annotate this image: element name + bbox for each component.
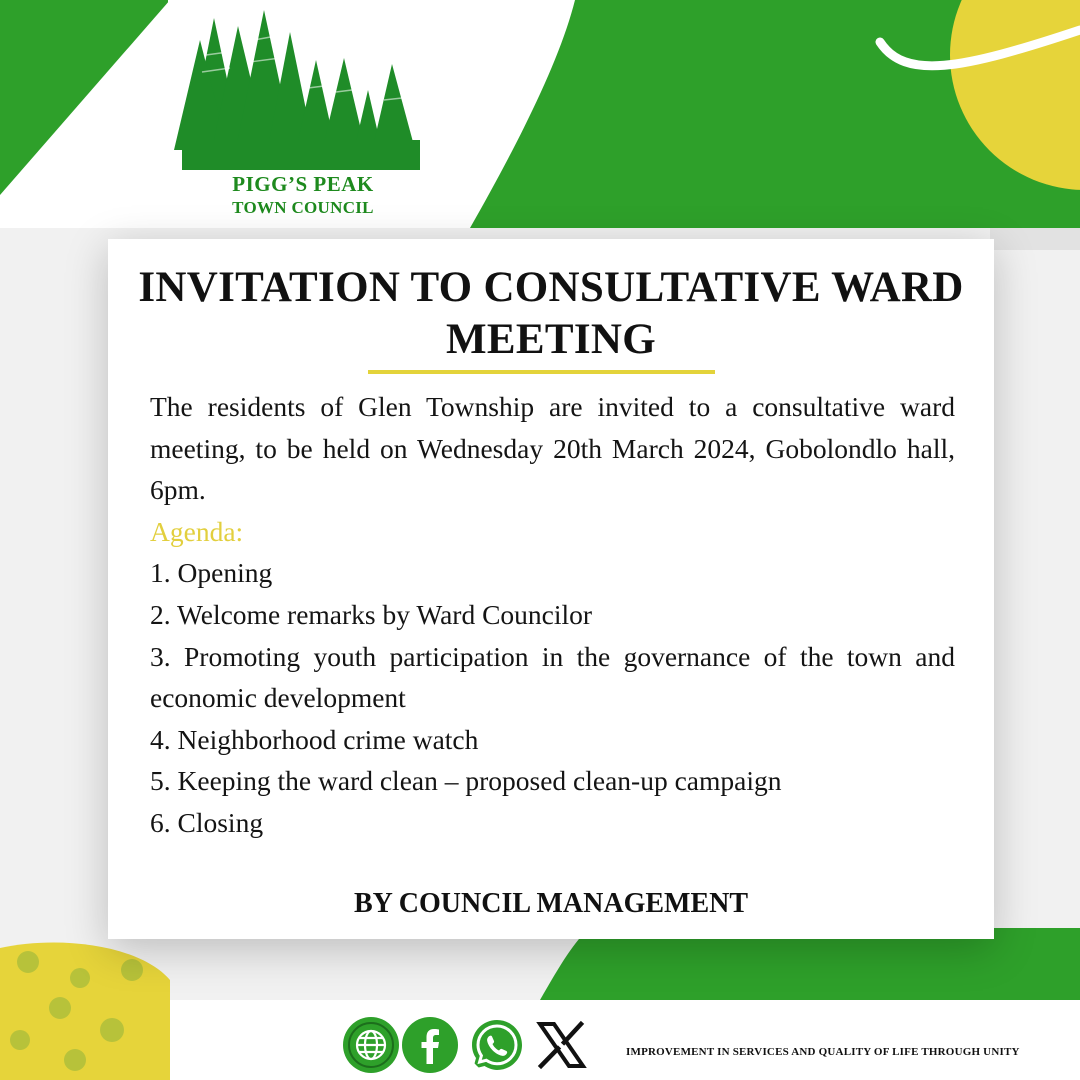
- agenda-item: 6. Closing: [150, 806, 264, 838]
- logo-title: PIGG’S PEAK: [232, 172, 374, 196]
- footer-slogan: IMPROVEMENT IN SERVICES AND QUALITY OF LIFE THROUGH UNITY: [626, 1046, 1020, 1058]
- agenda-item: 2. Welcome remarks by Ward Councilor: [150, 598, 593, 630]
- intro-paragraph: The residents of Glen Township are invited to a consultative ward meeting, to be held on Wednesday 20th March 2024, Gobolondlo hall, 6pm.: [150, 391, 955, 506]
- globe-icon[interactable]: [342, 1016, 400, 1074]
- agenda-label: Agenda:: [150, 515, 244, 547]
- pine-forest-icon: [168, 0, 438, 172]
- title-underline: [368, 370, 715, 374]
- x-icon[interactable]: [532, 1016, 590, 1074]
- signoff: BY COUNCIL MANAGEMENT: [353, 888, 749, 919]
- page-title: INVITATION TO CONSULTATIVE WARD MEETING: [138, 264, 964, 363]
- agenda-item: 3. Promoting youth participation in the governance of the town and economic development: [150, 640, 955, 714]
- council-logo: [168, 0, 438, 228]
- logo-subtitle: TOWN COUNCIL: [232, 198, 374, 217]
- agenda-item: 1. Opening: [150, 557, 273, 589]
- notice-body: [150, 386, 955, 844]
- title-block: [108, 262, 994, 366]
- whatsapp-icon[interactable]: [468, 1016, 526, 1074]
- agenda-item: 4. Neighborhood crime watch: [150, 723, 479, 755]
- facebook-icon[interactable]: [401, 1016, 459, 1074]
- agenda-item: 5. Keeping the ward clean – proposed clean-up campaign: [150, 765, 782, 797]
